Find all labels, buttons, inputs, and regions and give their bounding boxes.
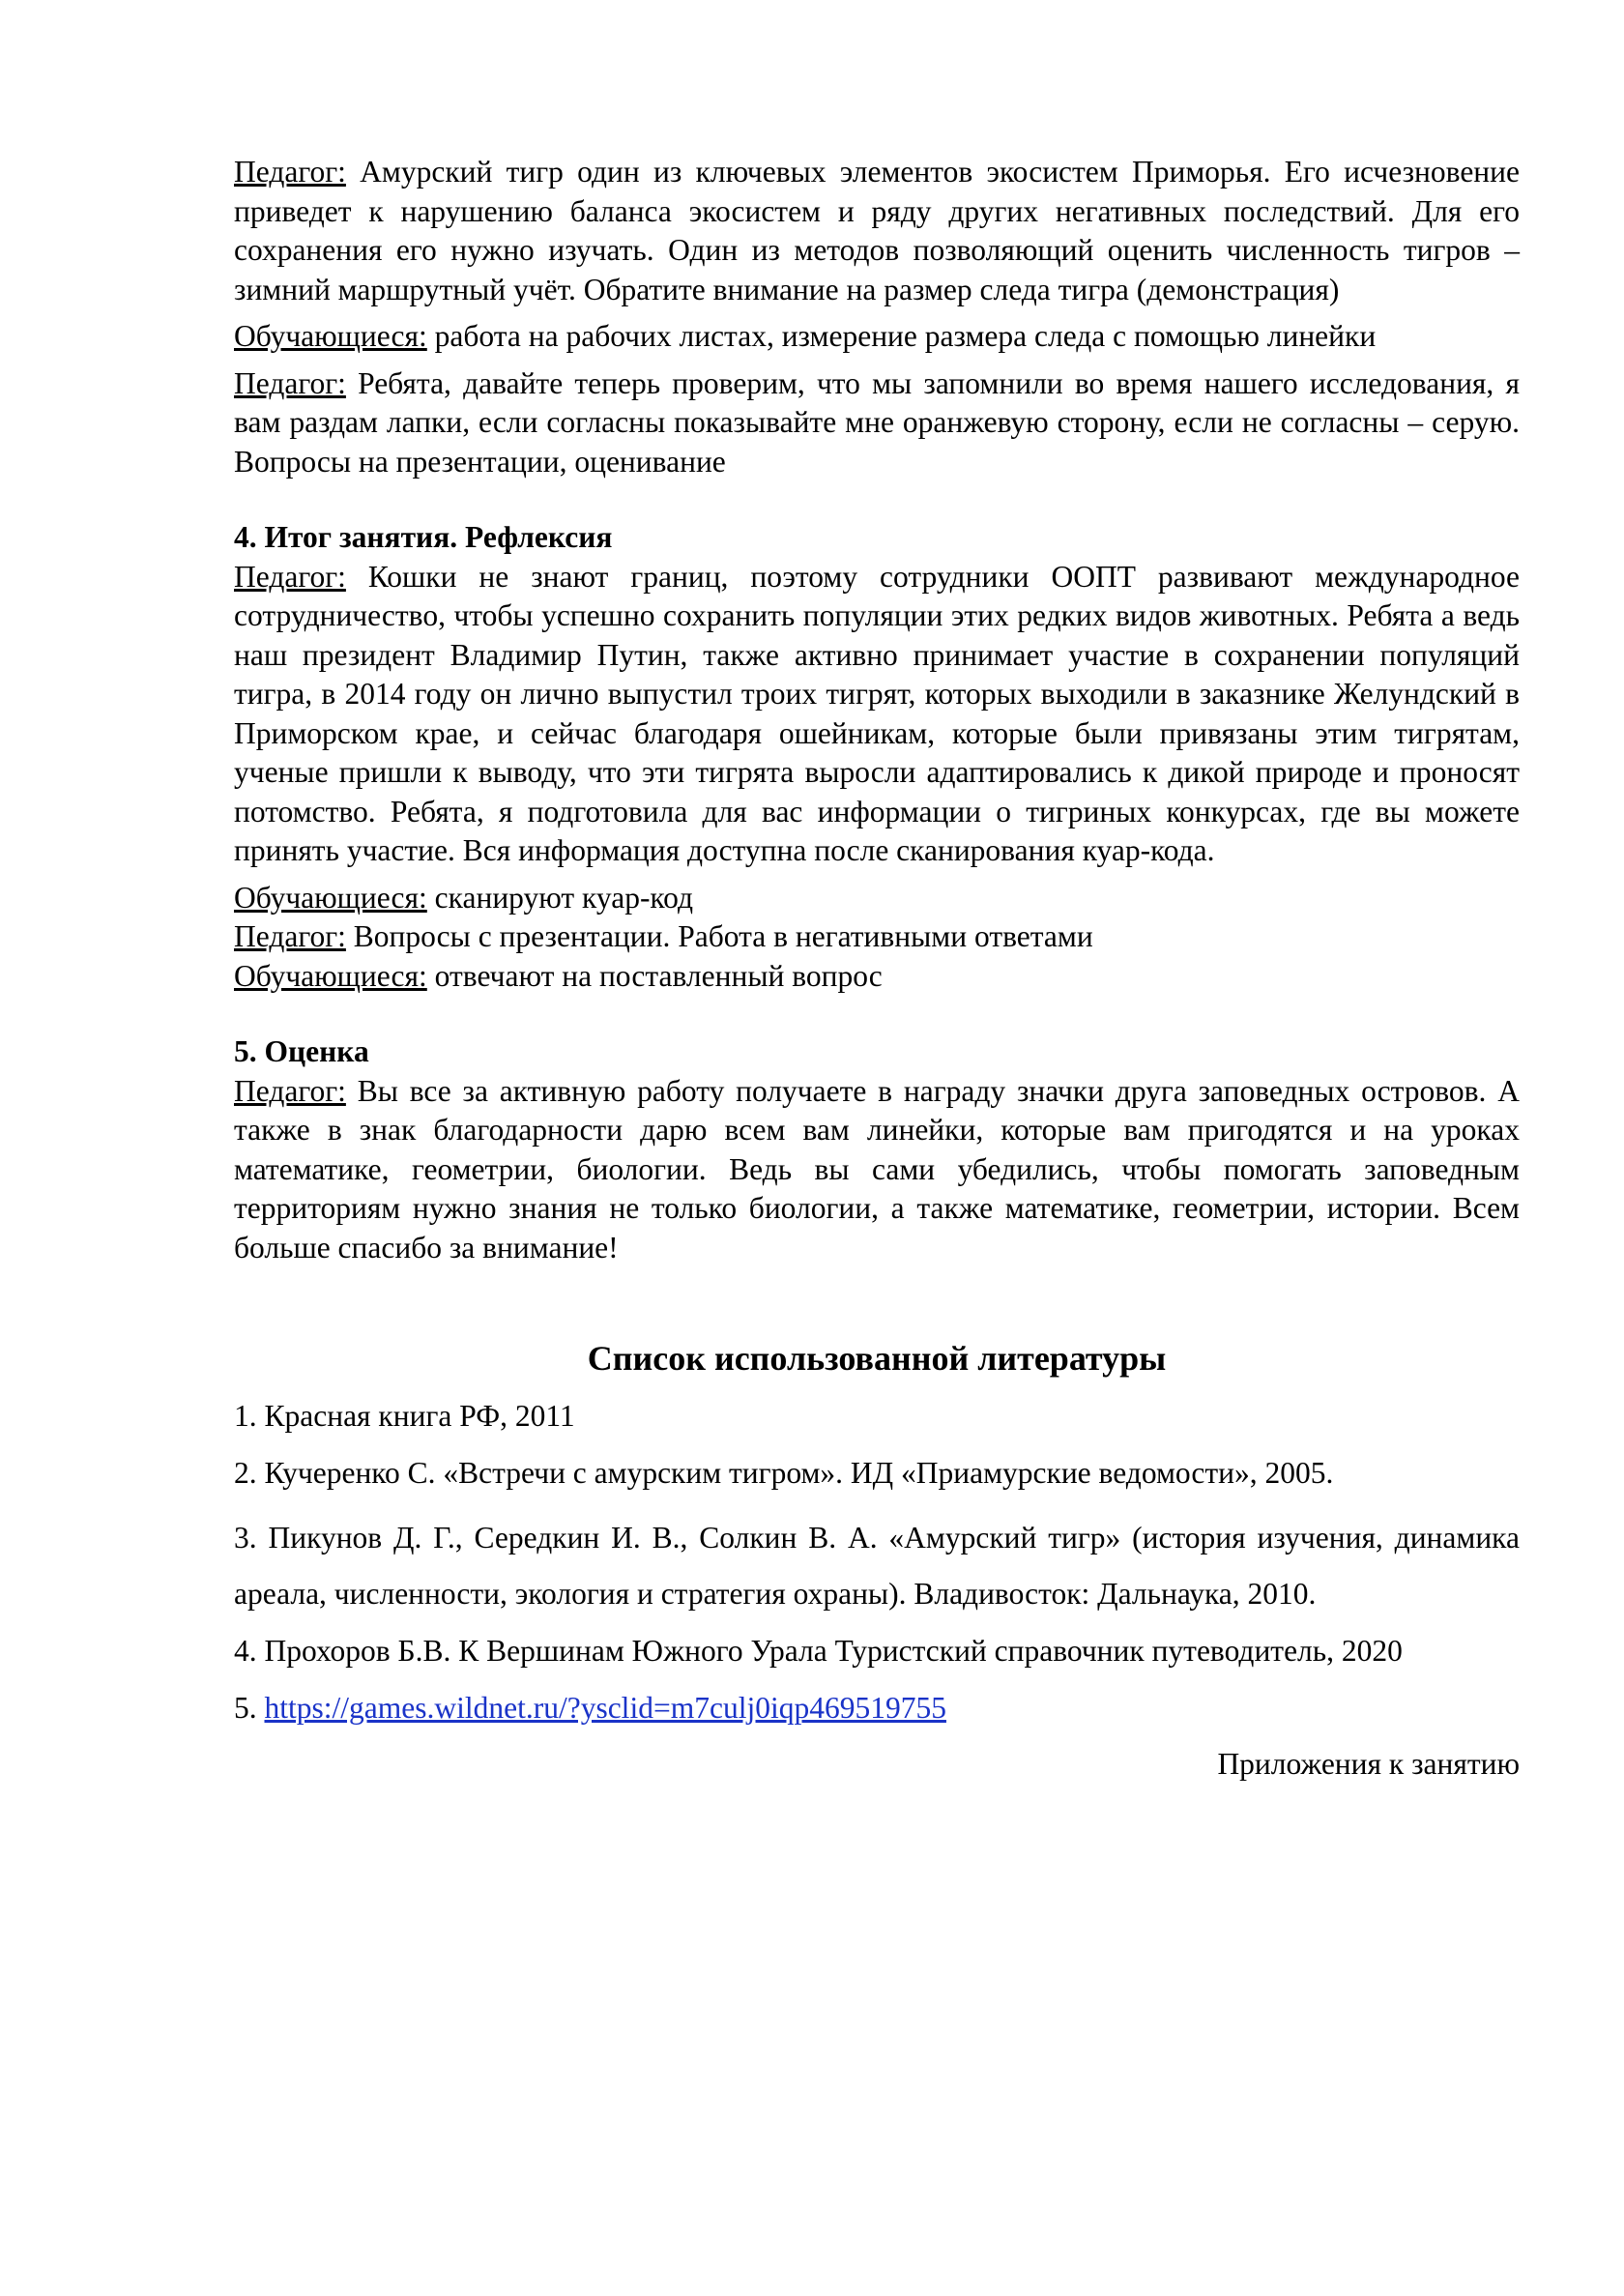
reference-item-2: 2. Кучеренко С. «Встречи с амурским тигром». ИД «Приамурские ведомости», 2005. (234, 1455, 1334, 1490)
role-label: Обучающиеся: (234, 958, 427, 993)
paragraph-text: Вы все за активную работу получаете в награду значки друга заповедных островов. А также в знак благодарности дарю всем вам линейки, которые вам пригодятся и на уроках математике, геометрии, биологии. Ведь вы сами убедились, чтобы помогать заповедным территориям нужно знания не только биологии, а также математике, геометрии, истории. Всем больше спасибо за внимание! (234, 1073, 1520, 1264)
role-label: Педагог: (234, 155, 346, 189)
reference-link[interactable]: https://games.wildnet.ru/?ysclid=m7culj0iqp469519755 (264, 1690, 946, 1725)
paragraph-students-1 (234, 317, 1520, 357)
paragraph-teacher-5 (234, 1072, 1520, 1268)
appendix-label: Приложения к занятию (1217, 1747, 1520, 1781)
paragraph-teacher-4 (234, 917, 1520, 957)
role-label: Обучающиеся: (234, 319, 427, 353)
paragraph-teacher-3 (234, 558, 1520, 871)
paragraph-text: сканируют куар-код (426, 880, 694, 915)
reference-item-4: 4. Прохоров Б.В. К Вершинам Южного Урала Туристский справочник путеводитель, 2020 (234, 1634, 1403, 1668)
reference-item-3: 3. Пикунов Д. Г., Середкин И. В., Солкин В. А. «Амурский тигр» (история изучения, динамика ареала, численности, экология и стратегия охраны). Владивосток: Дальнаука, 2010. (234, 1521, 1520, 1611)
reference-item-1: 1. Красная книга РФ, 2011 (234, 1399, 575, 1433)
paragraph-text: Кошки не знают границ, поэтому сотрудники ООПТ развивают международное сотрудничество, чтобы успешно сохранить популяции этих редких видов животных. Ребята а ведь наш президент Владимир Путин, также активно принимает участие в сохранении популяций тигра, в 2014 году он лично выпустил троих тигрят, которых выходили в заказнике Желундский в Приморском крае, и сейчас благодаря ошейникам, которые были привязаны этим тигрятам, ученые пришли к выводу, что эти тигрята выросли адаптировались к дикой природе и проносят потомство. Ребята, я подготовила для вас информации о тигриных конкурсах, где вы можете принять участие. Вся информация доступна после сканирования куар-кода. (234, 559, 1520, 867)
paragraph-text: отвечают на поставленный вопрос (426, 958, 883, 993)
role-label: Педагог: (234, 919, 346, 953)
paragraph-text: Амурский тигр один из ключевых элементов экосистем Приморья. Его исчезновение приведет к нарушению баланса экосистем и ряду других негативных последствий. Для его сохранения его нужно изучать. Один из методов позволяющий оценить численность тигров – зимний маршрутный учёт. Обратите внимание на размер следа тигра (демонстрация) (234, 155, 1520, 306)
role-label: Обучающиеся: (234, 880, 427, 915)
paragraph-teacher-1 (234, 153, 1520, 309)
section-heading-5: 5. Оценка (234, 1034, 369, 1068)
role-label: Педагог: (234, 365, 346, 400)
references-title: Список использованной литературы (587, 1339, 1167, 1378)
paragraph-teacher-2 (234, 364, 1520, 482)
reference-number: 5. (234, 1690, 265, 1725)
role-label: Педагог: (234, 1073, 346, 1108)
paragraph-text: Ребята, давайте теперь проверим, что мы запомнили во время нашего исследования, я вам раздам лапки, если согласны показывайте мне оранжевую сторону, если не согласны – серую. Вопросы на презентации, оценивание (234, 365, 1520, 479)
paragraph-text: Вопросы с презентации. Работа в негативными ответами (345, 919, 1093, 953)
paragraph-students-3 (234, 957, 1520, 997)
document-page (234, 153, 1520, 1815)
reference-item-5 (234, 1689, 1520, 1729)
paragraph-students-2 (234, 879, 1520, 918)
role-label: Педагог: (234, 559, 346, 594)
section-heading-4: 4. Итог занятия. Рефлексия (234, 520, 613, 554)
paragraph-text: работа на рабочих листах, измерение размера следа с помощью линейки (426, 319, 1377, 353)
